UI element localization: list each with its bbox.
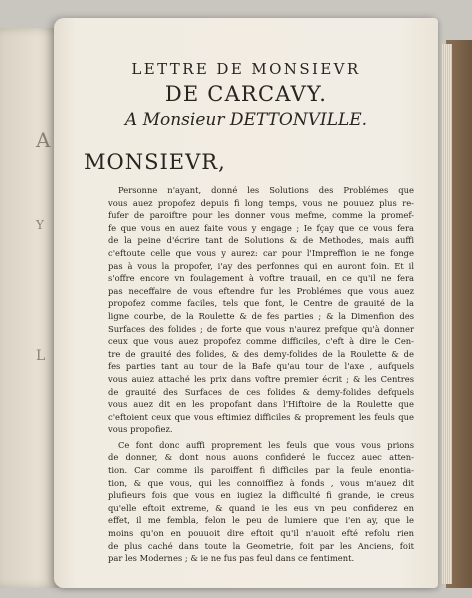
text-line: fes parties tant au tour de la Bafe qu'au tour de l'axe , aufquels [108,361,414,372]
text-line: pas neceffaire de vous eftendre fur les Problémes que vous auez [108,285,414,296]
left-page-edge [0,28,62,588]
text-line: Personne n'ayant, donné les Solutions des Problémes que [118,185,414,195]
text-line: ceux que vous auez propofez comme difficiles, c'eft à dire le Cen- [108,336,414,347]
text-line: de la peine d'écrire tant de Solutions & de Methodes, mais auffi [108,235,414,246]
title-line-1: LETTRE DE MONSIEVR [131,60,361,78]
title-line-2: DE CARCAVY. [164,82,328,106]
text-line: fufer de paroiftre pour les donner vous mefme, comme la promef- [108,210,414,221]
text-line: Surfaces des folides ; de forte que vous n'aurez prefque qu'à donner [108,323,414,334]
text-line: tion, & que vous, qui les connoiffiez à fonds , vous m'auez dit [108,477,414,488]
text-line: moins qu'on en pouuoit dire eftoit qu'il n'auoit efté refolu rien [108,528,414,539]
text-line: Ce font donc auffi proprement les feuls que vous vous prions [118,439,414,450]
text-line: de plus caché dans toute la Geometrie, foit par les Anciens, foit [108,540,414,551]
text-line: qu'elle eftoit extreme, & quand ie les eus vn peu confiderez en [108,502,414,513]
book-page [54,18,438,588]
text-line: tre de grauité des folides, & des demy-folides de la Roulette & de [108,348,414,359]
title-line-3: A Monsieur DETTONVILLE. [124,110,368,130]
left-page-letter: Y [36,218,44,232]
letter-body [108,184,414,565]
text-line: plufieurs fois que vous en iugiez la difficulté fi grande, ie creus [108,490,414,501]
text-line: de grauité des Surfaces de ces folides & demy-folides defquels [108,386,414,397]
paragraph-2 [108,439,414,565]
text-line: c'eftoute celle que vous y aurez: car pour l'Impreffion ie ne fonge [108,247,414,258]
text-line: ligne courbe, de la Roulette & de fes parties ; & la Dimenfion des [108,310,414,321]
text-line: effet, il me fembla, felon le peu de lumiere que i'en ay, que le [108,515,414,526]
text-line: vous auez propofez depuis fi long temps, vous ne pouuez plus re- [108,197,414,208]
text-line: de donner, & dont nous auons confideré le fuccez auec atten- [108,452,414,463]
page-stack-edge [442,44,452,584]
text-line: vous auiez attaché les prix dans voftre premier écrit ; & les Centres [108,373,414,384]
left-page-letter: L [36,348,46,364]
text-line: tion. Car comme ils paroiffent fi difficiles par la feule enontia- [108,465,414,476]
text-line: c'eftoient ceux que vous eftimiez difficiles & proprement les feuls que [108,411,414,422]
text-line: propofez comme faciles, tels que font, le Centre de grauité de la [108,298,414,309]
text-line: vous auez dit en les propofant dans l'Hiftoire de la Roulette que [108,399,414,410]
text-line: pas à vous la propofer, i'ay des perfonnes qui en auront foin. Et il [108,260,414,271]
text-line: par les Modernes ; & ie ne fus pas feul dans ce fentiment. [108,553,355,564]
text-line: vous propofiez. [108,424,173,435]
left-page-letter: A [36,128,51,152]
salutation: MONSIEVR, [84,150,226,174]
text-line: s'offre encore vn foulagement à voftre trauail, en ce qu'il ne fera [108,273,414,284]
paragraph-1 [108,184,414,436]
text-line: fe que vous en auez faite vous y engage ; Ie fçay que ce vous fera [108,222,414,233]
